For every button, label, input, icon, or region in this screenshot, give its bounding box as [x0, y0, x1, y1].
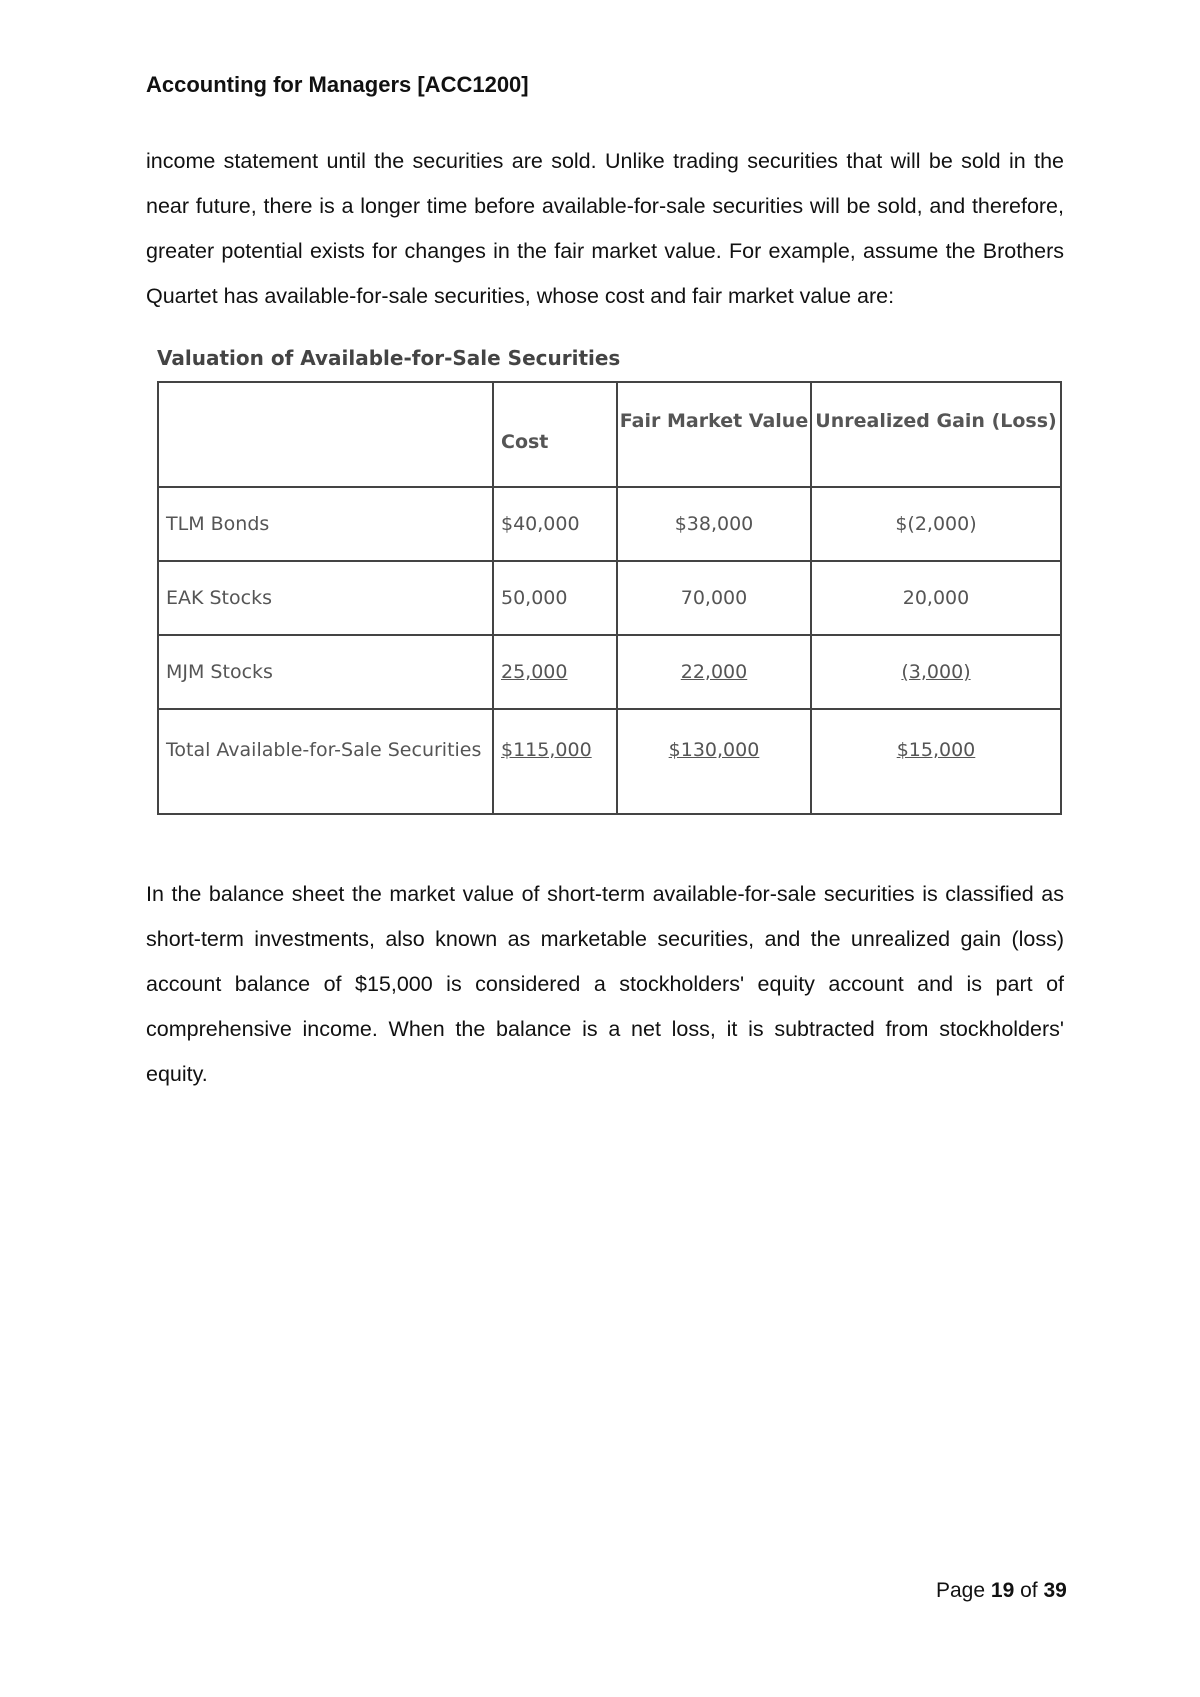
total-fair-market-value-cell: [617, 709, 811, 814]
body-paragraph-2: In the balance sheet the market value of short-term available-for-sale securities is classified as short-term investments, also known as marketable securities, and the unrealized gain (loss) account balance of $15,000 is considered a stockholders' equity account and is part of comprehensive income. When the balance is a net loss, it is subtracted from stockholders' equity.: [146, 882, 1064, 1086]
page-current: 19: [990, 1579, 1015, 1602]
row-fair-market-value: $38,000: [617, 487, 811, 561]
table-row: [158, 487, 1061, 561]
total-label: Total Available-for-Sale Securities: [158, 709, 493, 814]
row-cost: 25,000: [501, 661, 568, 683]
valuation-table-figure: [142, 346, 1062, 761]
total-cost: $115,000: [501, 739, 592, 761]
table-row: [158, 635, 1061, 709]
body-paragraph-1: income statement until the securities are sold. Unlike trading securities that will be sold in the near future, there is a longer time before available-for-sale securities will be sold, and therefore, greater potential exists for changes in the fair market value. For example, assume the Brothers Quartet has available-for-sale securities, whose cost and fair market value are:: [146, 149, 1064, 308]
table-caption: Valuation of Available-for-Sale Securities: [157, 346, 621, 370]
page-of: of: [1020, 1579, 1038, 1602]
row-unrealized-gain-cell: [811, 635, 1061, 709]
row-unrealized-gain: (3,000): [901, 661, 971, 683]
row-cost: $40,000: [493, 487, 617, 561]
row-cost: 50,000: [493, 561, 617, 635]
header-cost: Cost: [493, 382, 617, 487]
page-total: 39: [1043, 1579, 1067, 1602]
row-fair-market-value-cell: [617, 635, 811, 709]
total-unrealized-gain: $15,000: [896, 739, 976, 761]
total-unrealized-gain-cell: [811, 709, 1061, 814]
row-fair-market-value: 70,000: [617, 561, 811, 635]
row-cost-cell: [493, 635, 617, 709]
total-fair-market-value: $130,000: [668, 739, 760, 761]
row-unrealized-gain: 20,000: [811, 561, 1061, 635]
table-total-row: [158, 709, 1061, 814]
row-unrealized-gain: $(2,000): [811, 487, 1061, 561]
document-header-title: Accounting for Managers [ACC1200]: [146, 72, 529, 97]
header-unrealized-gain-loss: Unrealized Gain (Loss): [811, 382, 1061, 487]
row-label: TLM Bonds: [158, 487, 493, 561]
table-header-row: [158, 382, 1061, 487]
table-row: [158, 561, 1061, 635]
row-label: MJM Stocks: [158, 635, 493, 709]
header-fair-market-value: Fair Market Value: [617, 382, 811, 487]
row-fair-market-value: 22,000: [680, 661, 748, 683]
page-number: [936, 1579, 1067, 1603]
header-blank-cell: [158, 382, 493, 487]
total-cost-cell: [493, 709, 617, 814]
page-prefix: Page: [936, 1579, 986, 1602]
row-label: EAK Stocks: [158, 561, 493, 635]
securities-valuation-table: [157, 381, 1062, 815]
